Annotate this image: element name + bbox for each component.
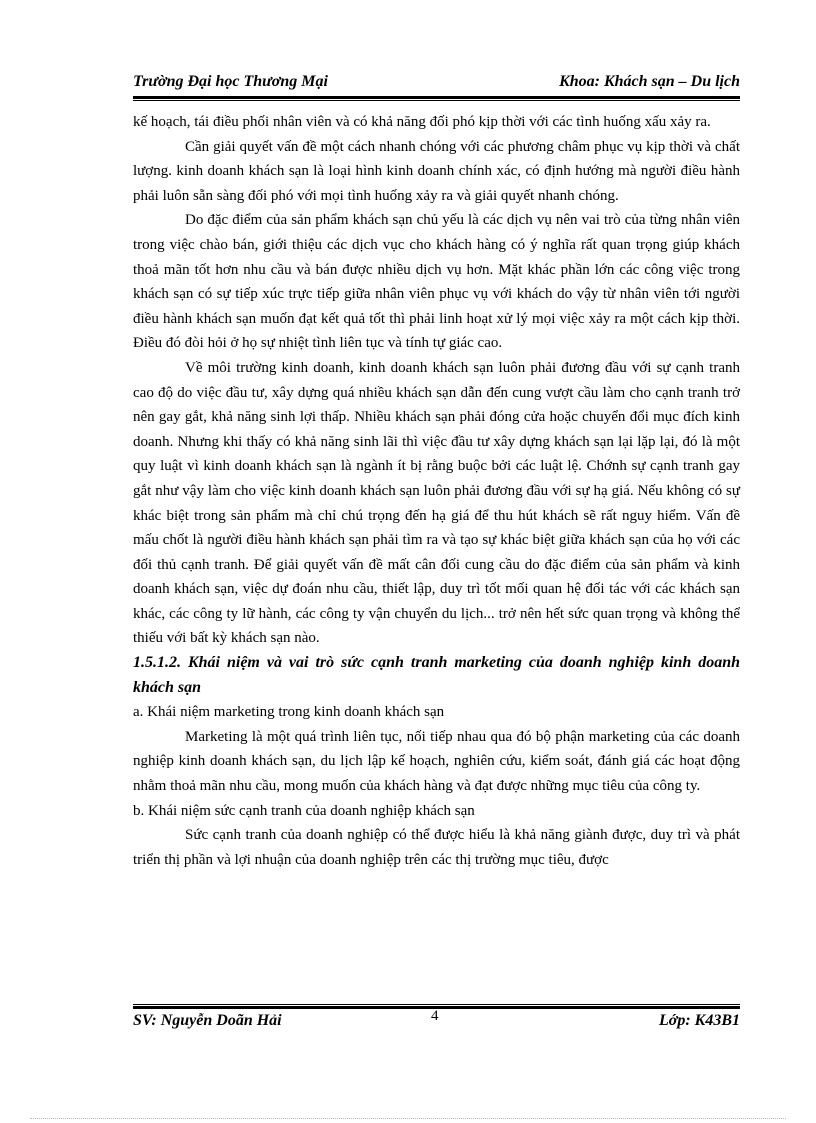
header-faculty: Khoa: Khách sạn – Du lịch [559,73,740,90]
paragraph-1: kế hoạch, tái điều phối nhân viên và có khả năng đối phó kịp thời với các tình huống xấu xảy ra. [133,114,711,130]
page-footer [133,1008,740,1034]
subheading-a: a. Khái niệm marketing trong kinh doanh khách sạn [133,704,445,721]
paragraph-3: Do đặc điểm của sản phẩm khách sạn chủ yếu là các dịch vụ nên vai trò của từng nhân viên trong việc chào bán, giới thiệu các dịch vục cho khách hàng có ý nghĩa rất quan trọng giúp khách thoả mãn tốt hơn nhu cầu và bán được nhiều dịch vụ hơn. Mặt khác phần lớn các công việc trong khách sạn có sự tiếp xúc trực tiếp giữa nhân viên phục vụ với khách do vậy từ nhân viên tới người điều hành khách sạn muốn đạt kết quả tốt thì phải linh hoạt xử lý mọi việc xảy ra một cách kịp thời. Điều đó đòi hỏi ở họ sự nhiệt tình liên tục và tính tự giác cao. [133,212,740,352]
header-divider [133,96,740,101]
footer-student: SV: Nguyễn Doãn Hải [133,1012,282,1029]
paragraph-2: Cần giải quyết vấn đề một cách nhanh chóng với các phương châm phục vụ kịp thời và chất lượng. kinh doanh khách sạn là loại hình kinh doanh chính xác, có định hướng mà người điều hành phải luôn sẵn sàng đối phó với mọi tình huống xảy ra và giải quyết nhanh chóng. [133,138,740,204]
paragraph-4: Về môi trường kinh doanh, kinh doanh khách sạn luôn phải đương đầu với sự cạnh tranh cao độ do việc đầu tư, xây dựng quá nhiều khách sạn dẫn đến cung vượt cầu làm cho cạnh tranh trở nên gay gắt, khả năng sinh lợi thấp. Nhiều khách sạn phải đóng cửa hoặc chuyển đổi mục đích kinh doanh. Nhưng khi thấy có khả năng sinh lãi thì việc đầu tư xây dựng khách sạn lại lặp lại, đó là một quy luật vì kinh doanh khách sạn là ngành ít bị rằng buộc bởi các luật lệ. Chớnh sự cạnh tranh gay gắt như vậy làm cho việc kinh doanh khách sạn luôn phải đương đầu với sự hạ giá. Nếu không có sự khác biệt trong sản phẩm mà chỉ chú trọng đến hạ giá để thu hút khách sẽ rất nguy hiểm. Vấn đề mấu chốt là người điều hành khách sạn phải tìm ra và tạo sự khác biệt giữa khách sạn của họ với các đối thủ cạnh tranh. Để giải quyết vấn đề mất cân đối cung cầu do đặc điểm của sản phẩm và kinh doanh khách sạn, việc dự đoán nhu cầu, thiết lập, duy trì tốt mối quan hệ đối tác với các khách sạn khác, các công ty lữ hành, các công ty vận chuyển du lịch... trở nên hết sức quan trọng và không thể thiếu với bất kỳ khách sạn nào. [133,359,740,647]
page-body [133,110,740,872]
page-header [133,73,740,93]
header-university: Trường Đại học Thương Mại [133,73,328,90]
subheading-b: b. Khái niệm sức cạnh tranh của doanh nghiệp khách sạn [133,802,475,819]
section-heading: 1.5.1.2. Khái niệm và vai trò sức cạnh tranh marketing của doanh nghiệp kinh doanh khách sạn [133,654,740,696]
paragraph-5: Marketing là một quá trình liên tục, nối tiếp nhau qua đó bộ phận marketing của các doanh nghiệp kinh doanh khách sạn, du lịch lập kế hoạch, nghiên cứu, kiểm soát, đánh giá các hoạt động nhằm thoả mãn nhu cầu, mong muốn của khách hàng và đạt được những mục tiêu của công ty. [133,728,740,795]
page-bottom-border [30,1118,786,1119]
paragraph-6: Sức cạnh tranh của doanh nghiệp có thể được hiểu là khả năng giành được, duy trì và phát triển thị phần và lợi nhuận của doanh nghiệp trên các thị trường mục tiêu, được [133,827,740,868]
footer-class: Lớp: K43B1 [658,1012,740,1029]
page-number: 4 [431,1008,439,1024]
